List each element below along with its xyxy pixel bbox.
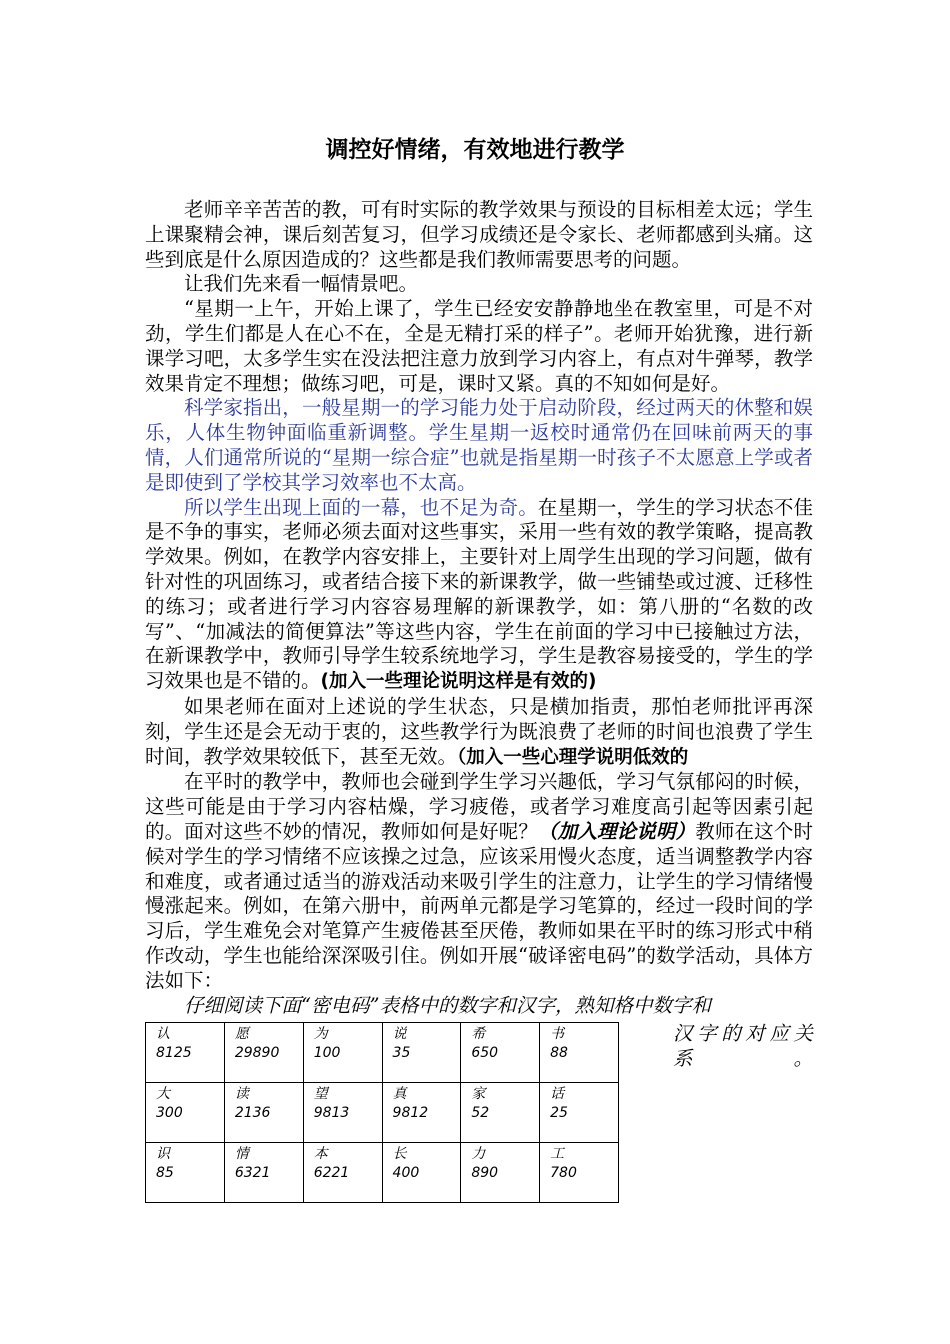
table-cell [382, 1023, 461, 1083]
table-cell [382, 1083, 461, 1143]
cell-character: 本 [313, 1146, 328, 1163]
cell-number: 88 [550, 1045, 568, 1062]
cell-character: 大 [156, 1086, 170, 1103]
table-cell [540, 1083, 619, 1143]
table-cell [224, 1143, 303, 1203]
page-title: 调控好情绪，有效地进行教学 [325, 137, 625, 163]
cell-number: 29890 [234, 1045, 280, 1062]
paragraph-5 [145, 496, 813, 695]
table-cell [146, 1083, 225, 1143]
cell-number: 100 [313, 1045, 341, 1062]
paragraph-1: 老师辛辛苦苦的教，可有时实际的教学效果与预设的目标相差太远；学生上课聚精会神，课后刻苦复习，但学习成绩还是令家长、老师都感到头痛。这些到底是什么原因造成的？这些都是我们教师需要思考的问题。 [145, 198, 813, 271]
paragraph-3: “星期一上午，开始上课了，学生已经安安静静地坐在教室里，可是不对劲，学生们都是人在心不在，全是无精打采的样子”。老师开始犹豫，进行新课学习吧，太多学生实在没法把注意力放到学习内容上，有点对牛弹琴，教学效果肯定不理想；做练习吧，可是，课时又紧。真的不知如何是好。 [145, 297, 813, 395]
cell-character: 话 [550, 1086, 565, 1103]
table-cell [461, 1023, 540, 1083]
table-cell [540, 1023, 619, 1083]
table-row [146, 1023, 619, 1083]
cell-number: 780 [550, 1165, 577, 1182]
cell-number: 650 [471, 1045, 499, 1062]
cell-character: 说 [392, 1026, 407, 1043]
cell-number: 300 [156, 1105, 183, 1122]
code-table-section [145, 1022, 813, 1203]
cell-number: 6221 [313, 1165, 350, 1182]
table-cell [224, 1023, 303, 1083]
cell-character: 望 [313, 1086, 328, 1103]
cell-number: 35 [392, 1045, 411, 1062]
cell-number: 9812 [392, 1105, 429, 1122]
cell-character: 工 [550, 1146, 565, 1163]
cell-number: 890 [471, 1165, 499, 1182]
paragraph-5-note: (加入一些理论说明这样是有效的) [320, 671, 597, 693]
table-cell [461, 1143, 540, 1203]
table-cell [146, 1143, 225, 1203]
article-body [145, 198, 813, 1203]
paragraph-8-instruction: 仔细阅读下面“密电码”表格中的数字和汉字，熟知格中数字和 [184, 993, 711, 1017]
paragraph-7 [145, 770, 813, 993]
table-cell [382, 1143, 461, 1203]
cell-number: 400 [392, 1165, 420, 1182]
cell-character: 力 [471, 1146, 486, 1163]
cell-number: 2136 [234, 1105, 271, 1122]
cell-character: 识 [156, 1146, 170, 1163]
table-cell [461, 1083, 540, 1143]
table-cell [303, 1143, 382, 1203]
cell-character: 真 [392, 1086, 407, 1103]
cell-character: 长 [392, 1146, 407, 1163]
table-cell [303, 1083, 382, 1143]
cell-number: 25 [550, 1105, 568, 1122]
paragraph-7-text-b: 教师在这个时候对学生的学习情绪不应该操之过急，应该采用慢火态度，适当调整教学内容和难度，或者通过适当的游戏活动来吸引学生的注意力，让学生的学习情绪慢慢涨起来。例如，在第六册中，前两单元都是学习笔算的，经过一段时间的学习后，学生难免会对笔算产生疲倦甚至厌倦，教师如果在平时的练习形式中稍作改动，学生也能给深深吸引住。例如开展“破译密电码”的数学活动，具体方法如下： [145, 819, 813, 992]
cell-number: 85 [156, 1165, 174, 1182]
cell-number: 52 [471, 1105, 490, 1122]
paragraph-5-highlight: 所以学生出现上面的一幕，也不足为奇。 [184, 495, 538, 519]
paragraph-6-text: 如果老师在面对上述说的学生状态，只是横加指责，那怕老师批评再深刻，学生还是会无动于衷的，这些教学行为既浪费了老师的时间也浪费了学生时间，教学效果较低下，甚至无效。 [145, 694, 813, 768]
cell-character: 认 [156, 1026, 170, 1043]
table-cell [303, 1023, 382, 1083]
table-row [146, 1083, 619, 1143]
paragraph-2: 让我们先来看一幅情景吧。 [184, 272, 419, 296]
paragraph-5-text: 在星期一，学生的学习状态不佳是不争的事实，老师必须去面对这些事实，采用一些有效的教学策略，提高教学效果。例如，在教学内容安排上，主要针对上周学生出现的学习问题，做有针对性的巩固练习，或者结合接下来的新课教学，做一些铺垫或过渡、迁移性的练习；或者进行学习内容容易理解的新课教学，如：第八册的“名数的改写”、“加减法的简便算法”等这些内容，学生在前面的学习中已接触过方法，在新课教学中，教师引导学生较系统地学习，学生是教容易接受的，学生的学习效果也是不错的。 [145, 495, 813, 693]
cell-character: 情 [234, 1146, 249, 1163]
cell-number: 9813 [313, 1105, 350, 1122]
table-cell [224, 1083, 303, 1143]
code-table [145, 1022, 619, 1203]
table-cell [146, 1023, 225, 1083]
paragraph-6-note: （加入一些心理学说明低效的 [457, 746, 689, 768]
cell-number: 8125 [156, 1045, 192, 1062]
table-row [146, 1143, 619, 1203]
cell-character: 读 [234, 1086, 249, 1103]
cell-character: 家 [471, 1086, 486, 1103]
cell-number: 6321 [234, 1165, 271, 1182]
instruction-float-text: 汉字的对应关系。 [673, 1022, 813, 1071]
paragraph-4-science: 科学家指出，一般星期一的学习能力处于启动阶段，经过两天的休整和娱乐，人体生物钟面临重新调整。学生星期一返校时通常仍在回味前两天的事情，人们通常所说的“星期一综合症”也就是指星期一时孩子不太愿意上学或者是即使到了学校其学习效率也不太高。 [145, 396, 813, 494]
paragraph-7-note: （加入理论说明） [538, 819, 696, 843]
cell-character: 愿 [234, 1026, 249, 1043]
cell-character: 希 [471, 1026, 486, 1043]
table-cell [540, 1143, 619, 1203]
cell-character: 为 [313, 1026, 328, 1043]
paragraph-6 [145, 695, 813, 770]
paragraph-7-text-a: 在平时的教学中，教师也会碰到学生学习兴趣低，学习气氛郁闷的时候，这些可能是由于学习内容枯燥，学习疲倦，或者学习难度高引起等因素引起的。面对这些不妙的情况，教师如何是好呢？ [145, 770, 813, 843]
cell-character: 书 [550, 1026, 565, 1043]
